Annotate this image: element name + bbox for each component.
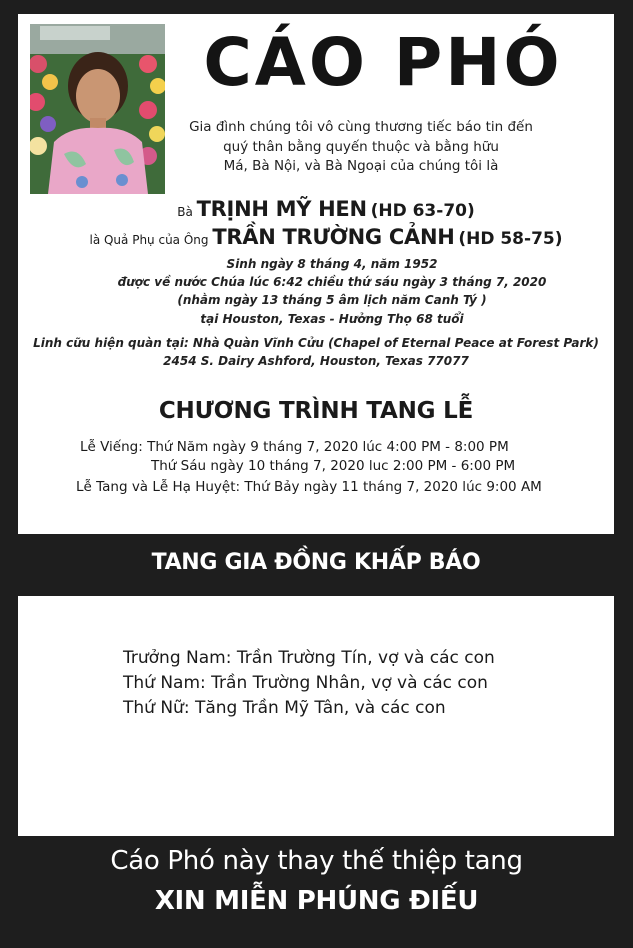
family-member: Trưởng Nam: Trần Trường Tín, vợ và các con — [123, 648, 495, 668]
funeral-home-address: 2454 S. Dairy Ashford, Houston, Texas 77077 — [163, 354, 469, 368]
place-and-age: tại Houston, Texas - Hưởng Thọ 68 tuổi — [200, 312, 464, 326]
page-title: CÁO PHÓ — [203, 24, 563, 101]
footer-request: XIN MIỄN PHÚNG ĐIẾU — [154, 886, 479, 916]
family-member: Thứ Nam: Trần Trường Nhân, vợ và các con — [123, 673, 488, 693]
funeral-home: Linh cữu hiện quàn tại: Nhà Quàn Vĩnh Cửu (Chapel of Eternal Peace at Forest Park) — [33, 336, 599, 350]
viewing-schedule-2: Thứ Sáu ngày 10 tháng 7, 2020 luc 2:00 PM - 6:00 PM — [151, 458, 516, 474]
spouse-prefix: là Quả Phụ của Ông — [89, 233, 209, 247]
spouse-hd: (HD 58-75) — [458, 229, 563, 249]
birth-date: Sinh ngày 8 tháng 4, năm 1952 — [226, 257, 438, 271]
deceased-name-line — [28, 197, 624, 221]
family-member: Thứ Nữ: Tăng Trần Mỹ Tân, và các con — [123, 698, 446, 718]
intro-line: quý thân bằng quyến thuộc và bằng hữu — [223, 138, 499, 155]
deceased-hd: (HD 63-70) — [370, 201, 475, 221]
lunar-date: (nhằm ngày 13 tháng 5 âm lịch năm Canh Tý ) — [177, 293, 487, 307]
program-title: CHƯƠNG TRÌNH TANG LỄ — [158, 398, 474, 424]
intro-line: Má, Bà Nội, và Bà Ngoại của chúng tôi là — [223, 158, 499, 174]
passing-date: được về nước Chúa lúc 6:42 chiều thứ sáu ngày 3 tháng 7, 2020 — [117, 275, 547, 289]
deceased-prefix: Bà — [177, 205, 193, 219]
family-panel — [18, 596, 614, 836]
footer-note: Cáo Phó này thay thế thiệp tang — [110, 846, 523, 876]
spouse-name-line — [28, 225, 624, 249]
intro-text — [168, 118, 554, 177]
portrait-photo — [30, 24, 165, 194]
spouse-name: TRẦN TRƯỜNG CẢNH — [212, 225, 455, 249]
viewing-schedule-1: Lễ Viếng: Thứ Năm ngày 9 tháng 7, 2020 lúc 4:00 PM - 8:00 PM — [80, 439, 509, 455]
deceased-name: TRỊNH MỸ HEN — [196, 197, 367, 221]
family-section-title: TANG GIA ĐỒNG KHẤP BÁO — [151, 550, 481, 575]
burial-schedule: Lễ Tang và Lễ Hạ Huyệt: Thứ Bảy ngày 11 tháng 7, 2020 lúc 9:00 AM — [76, 479, 542, 495]
announcement-panel — [18, 14, 614, 534]
intro-line: Gia đình chúng tôi vô cùng thương tiếc báo tin đến — [189, 119, 533, 135]
